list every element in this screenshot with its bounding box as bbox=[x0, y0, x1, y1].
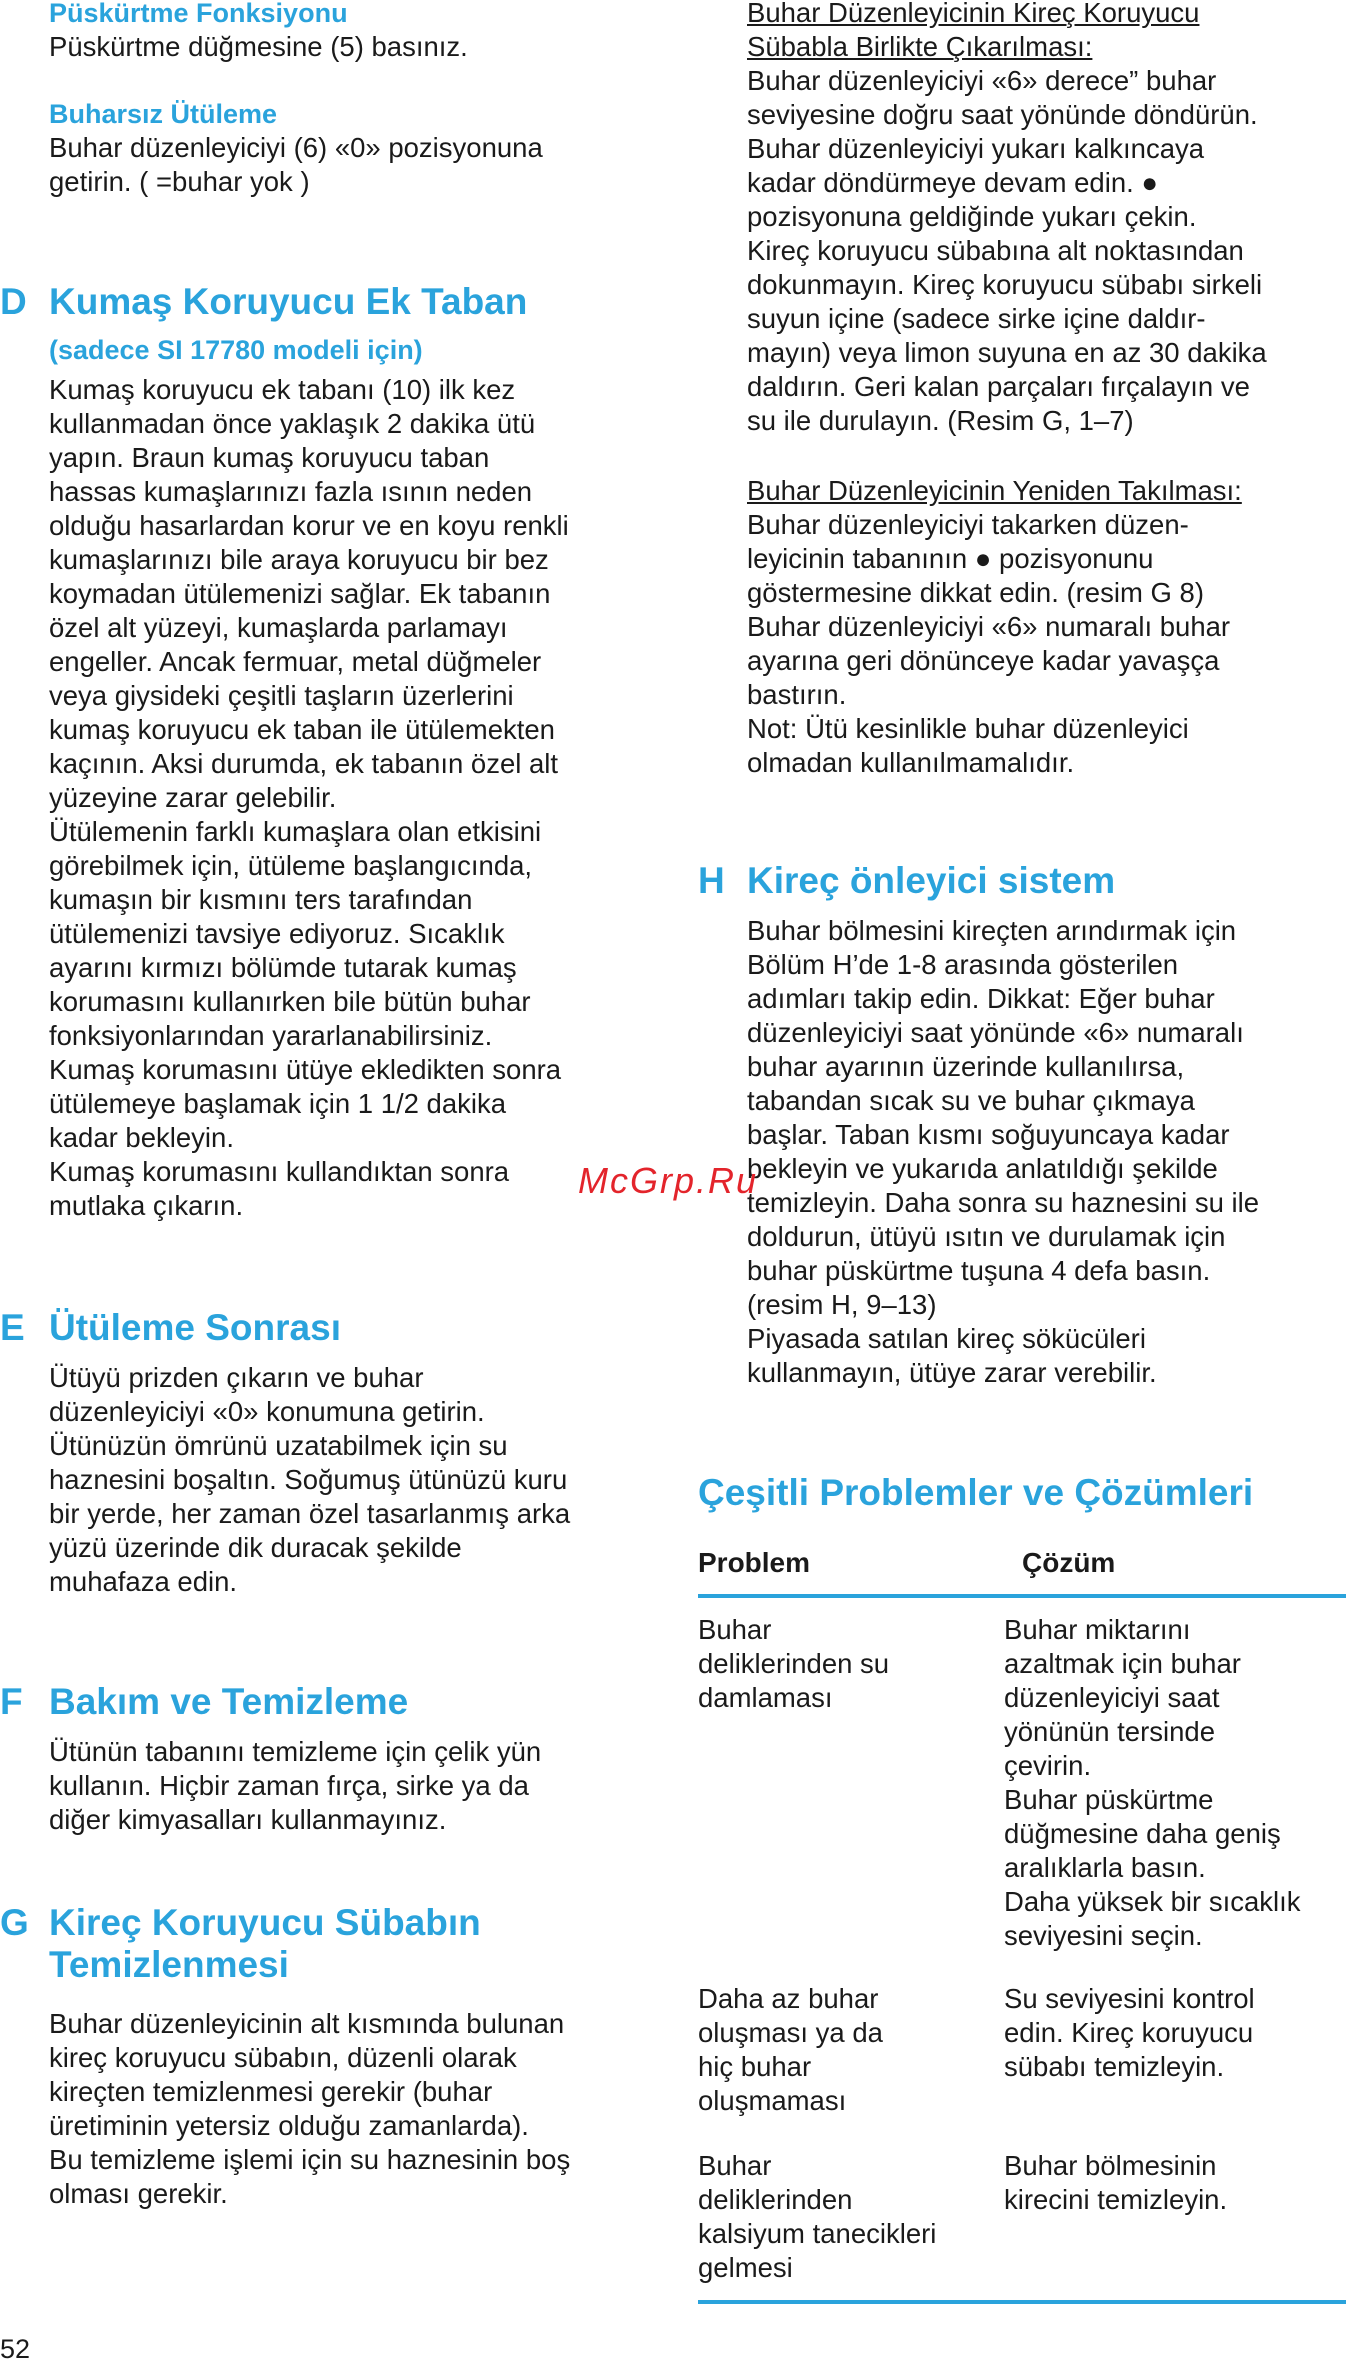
removal-block bbox=[747, 0, 1346, 438]
section-text: Ütünün tabanını temizleme için çelik yün kullanın. Hiçbir zaman fırça, sirke ya da diğer kimyasalları kullanmayınız. bbox=[49, 1736, 542, 1835]
puskurtme-heading: Püskürtme Fonksiyonu bbox=[49, 0, 348, 28]
buharsiz-heading: Buharsız Ütüleme bbox=[49, 99, 278, 129]
removal-heading: Buhar Düzenleyicinin Kireç Koruyucu Sübabla Birlikte Çıkarılması: bbox=[747, 0, 1200, 62]
problems-title: Çeşitli Problemler ve Çözümleri bbox=[698, 1472, 1254, 1513]
column-header-problem: Problem bbox=[698, 1547, 811, 1578]
solution-cell: Buhar bölmesinin kirecini temizleyin. bbox=[1004, 2150, 1228, 2215]
puskurtme-text: Püskürtme düğmesine (5) basınız. bbox=[49, 31, 468, 62]
table-bottom-rule bbox=[698, 2300, 1346, 2304]
section-text: Buhar bölmesini kireçten arındırmak için Bölüm H’de 1-8 arasında gösterilen adımları takip edin. Dikkat: Eğer buhar düzenleyiciyi saat yönünde «6» numaralı buhar ayarının üzerinde kullanılırsa, tabandan sıcak su ve buhar çıkmaya başlar. Taban kısmı soğuyuncaya kadar bekleyin ve yukarıda anlatıldığı şekilde temizleyin. Daha sonra su haznesini su ile doldurun, ütüyü ısıtın ve durulamak için buhar püskürtme tuşuna 4 defa basın. (resim H, 9–13) Piyasada satılan kireç sökücüleri kullanmayın, ütüye zarar verebilir. bbox=[747, 915, 1260, 1388]
section-letter: F bbox=[0, 1681, 23, 1722]
refit-block bbox=[747, 474, 1346, 780]
removal-text: Buhar düzenleyiciyi «6» derece” buhar seviyesine doğru saat yönünde döndürün. Buhar düzenleyiciyi yukarı kalkıncaya kadar döndürmeye devam edin. ● pozisyonuna geldiğinde yukarı çekin. Kireç koruyucu sübabına alt noktasından dokunmayın. Kireç koruyucu sübabı sirkeli suyun içine (sadece sirke içine daldır- mayın) veya limon suyuna en az 30 dakika daldırın. Geri kalan parçaları fırçalayın ve su ile durulayın. (Resim G, 1–7) bbox=[747, 65, 1267, 436]
section-text: Kumaş koruyucu ek tabanı (10) ilk kez kullanmadan önce yaklaşık 2 dakika ütü yapın. Braun kumaş koruyucu taban hassas kumaşlarınızı fazla ısının neden olduğu hasarlardan korur ve en koyu renkli kumaşlarınızı bile araya koruyucu bir bez koymadan ütülemenizi sağlar. Ek tabanın özel alt yüzeyi, kumaşlarda parlamayı engeller. Ancak fermuar, metal düğmeler veya giysideki çeşitli taşların üzerlerini kumaş koruyucu ek taban ile ütülemekten kaçının. Aksi durumda, ek tabanın özel alt yüzeyine zarar gelebilir. Ütülemenin farklı kumaşlara olan etkisini görebilmek için, ütüleme başlangıcında, kumaşın bir kısmını ters tarafından ütülemenizi tavsiye ediyoruz. Sıcaklık ayarını kırmızı bölümde tutarak kumaş korumasını kullanırken bile bütün buhar fonksiyonlarından yararlanabilirsiniz. Kumaş korumasını ütüye ekledikten sonra ütülemeye başlamak için 1 1/2 dakika kadar bekleyin. Kumaş korumasını kullandıktan sonra mutlaka çıkarın. bbox=[49, 374, 569, 1221]
watermark: McGrp.Ru bbox=[578, 1160, 759, 1201]
section-letter: H bbox=[698, 860, 725, 901]
problem-cell: Buhar deliklerinden su damlaması bbox=[698, 1614, 890, 1713]
buharsiz-text: Buhar düzenleyiciyi (6) «0» pozisyonuna getirin. ( =buhar yok ) bbox=[49, 132, 543, 197]
refit-heading: Buhar Düzenleyicinin Yeniden Takılması: bbox=[747, 475, 1242, 506]
section-title: Bakım ve Temizleme bbox=[49, 1681, 409, 1722]
section-letter: G bbox=[0, 1902, 29, 1943]
puskurtme-block bbox=[49, 0, 649, 64]
buharsiz-block bbox=[49, 97, 649, 199]
section-letter: E bbox=[0, 1307, 25, 1348]
solution-cell: Buhar miktarını azaltmak için buhar düzenleyiciyi saat yönünün tersinde çevirin. Buhar püskürtme düğmesine daha geniş aralıklarla basın. Daha yüksek bir sıcaklık seviyesini seçin. bbox=[1004, 1614, 1301, 1951]
refit-text: Buhar düzenleyiciyi takarken düzen- leyicinin tabanının ● pozisyonunu göstermesine dikkat edin. (resim G 8) Buhar düzenleyiciyi «6» numaralı buhar ayarına geri dönünceye kadar yavaşça bastırın. Not: Ütü kesinlikle buhar düzenleyici olmadan kullanılmamalıdır. bbox=[747, 509, 1231, 778]
solution-cell: Su seviyesini kontrol edin. Kireç koruyucu sübabı temizleyin. bbox=[1004, 1983, 1255, 2082]
table-header-rule bbox=[698, 1594, 1346, 1598]
section-letter: D bbox=[0, 281, 27, 322]
section-title: Kireç Koruyucu Sübabın Temizlenmesi bbox=[49, 1902, 481, 1985]
page-number: 52 bbox=[0, 2334, 31, 2364]
section-subtitle: (sadece SI 17780 modeli için) bbox=[49, 335, 423, 365]
problem-cell: Daha az buhar oluşması ya da hiç buhar oluşmaması bbox=[698, 1983, 883, 2116]
section-title: Kumaş Koruyucu Ek Taban bbox=[49, 281, 528, 322]
section-text: Buhar düzenleyicinin alt kısmında bulunan kireç koruyucu sübabın, düzenli olarak kireçten temizlenmesi gerekir (buhar üretiminin yetersiz olduğu zamanlarda). Bu temizleme işlemi için su haznesinin boş olması gerekir. bbox=[49, 2008, 571, 2209]
section-text: Ütüyü prizden çıkarın ve buhar düzenleyiciyi «0» konumuna getirin. Ütünüzün ömrünü uzatabilmek için su haznesini boşaltın. Soğumuş ütünüzü kuru bir yerde, her zaman özel tasarlanmış arka yüzü üzerinde dik duracak şekilde muhafaza edin. bbox=[49, 1362, 571, 1597]
section-title: Kireç önleyici sistem bbox=[747, 860, 1116, 901]
section-title: Ütüleme Sonrası bbox=[49, 1307, 341, 1348]
problem-cell: Buhar deliklerinden kalsiyum tanecikleri gelmesi bbox=[698, 2150, 937, 2283]
column-header-solution: Çözüm bbox=[1022, 1547, 1116, 1578]
